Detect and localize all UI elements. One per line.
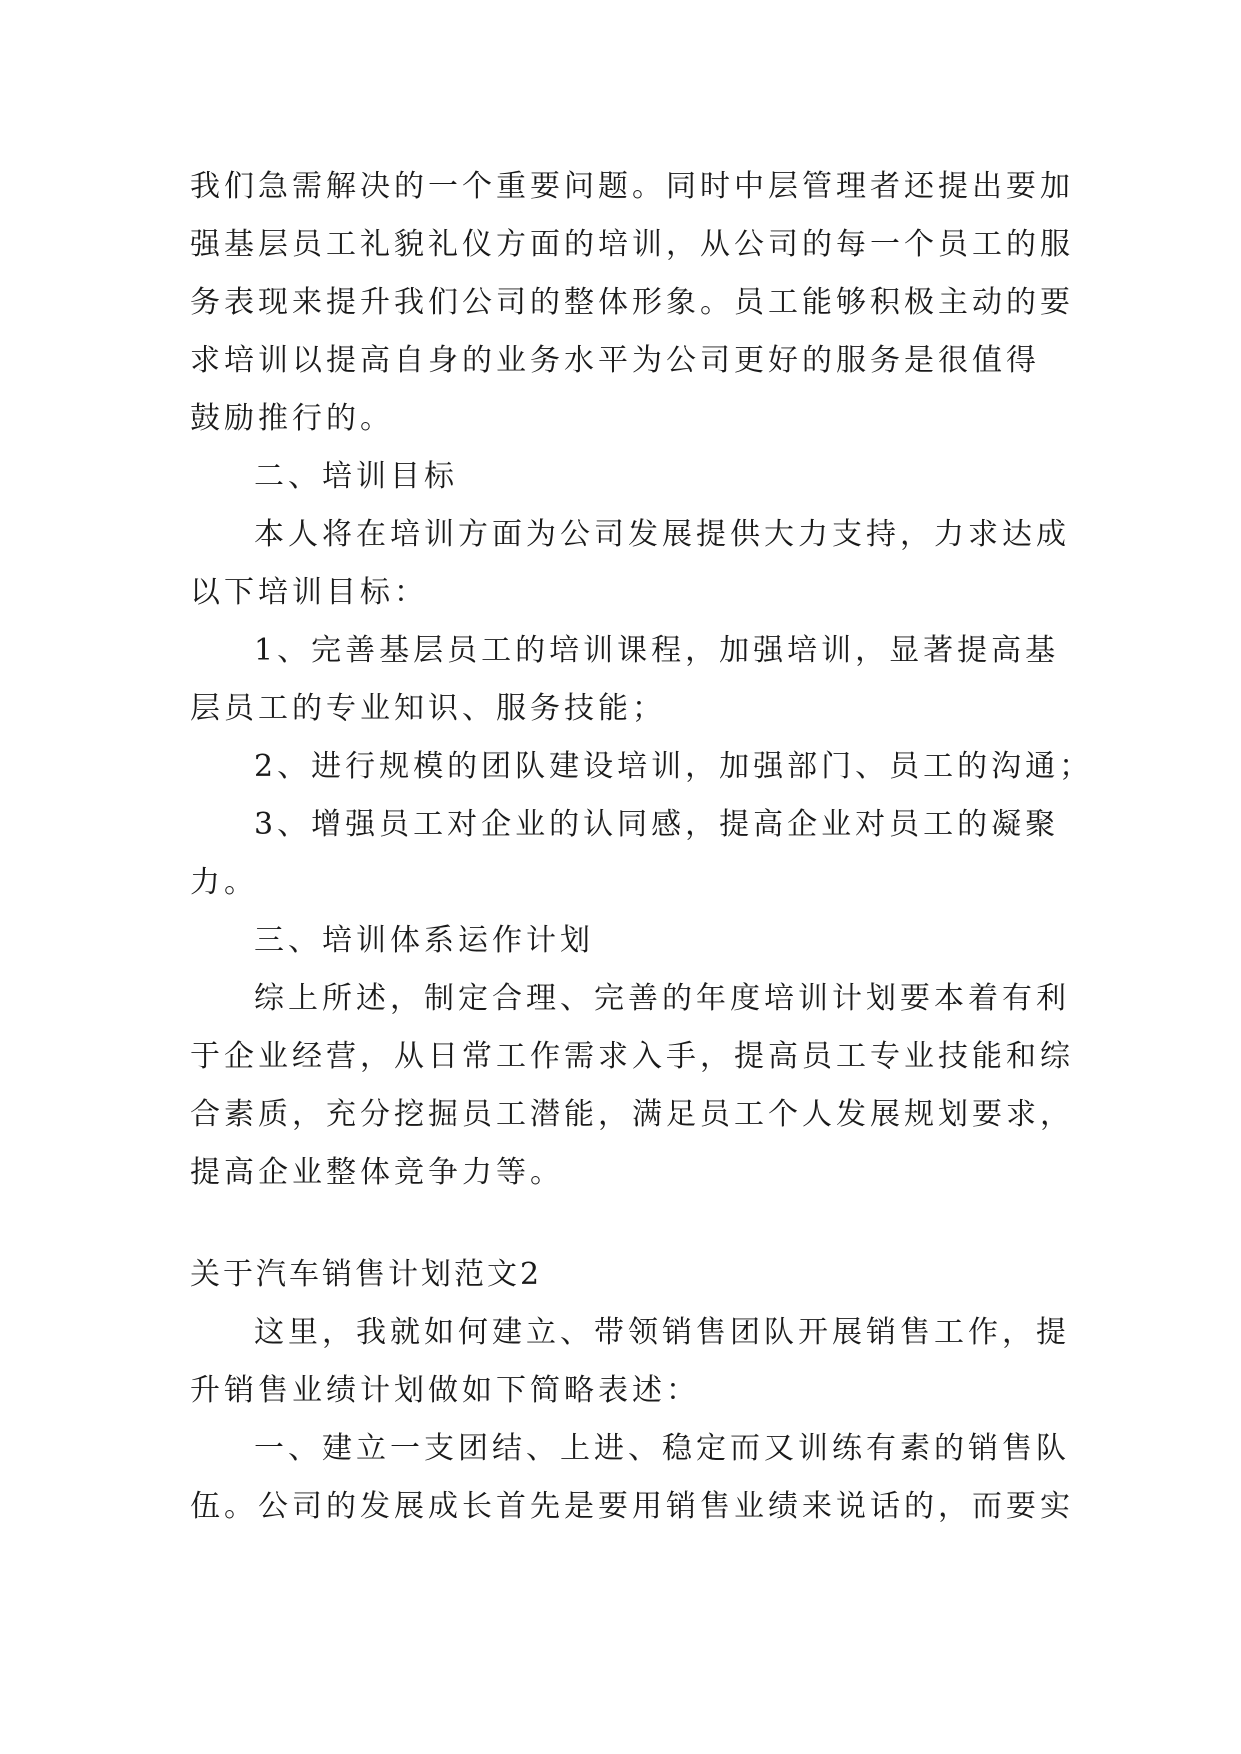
section-heading-training-plan: 三、培训体系运作计划	[254, 923, 594, 958]
paragraph-line: 一、建立一支团结、上进、稳定而又训练有素的销售队	[254, 1431, 1070, 1466]
paragraph-line: 升销售业绩计划做如下简略表述：	[190, 1373, 700, 1408]
paragraph-line: 提高企业整体竞争力等。	[190, 1155, 564, 1190]
paragraph-line: 综上所述，制定合理、完善的年度培训计划要本着有利	[254, 981, 1070, 1016]
list-item-goal-2: 2、进行规模的团队建设培训，加强部门、员工的沟通；	[254, 749, 1094, 784]
paragraph-line: 伍。公司的发展成长首先是要用销售业绩来说话的，而要实	[190, 1489, 1074, 1524]
paragraph-line: 鼓励推行的。	[190, 401, 394, 436]
paragraph-line: 于企业经营，从日常工作需求入手，提高员工专业技能和综	[190, 1039, 1074, 1074]
document-body	[190, 158, 1094, 1536]
paragraph-line: 强基层员工礼貌礼仪方面的培训，从公司的每一个员工的服	[190, 227, 1074, 262]
paragraph-line: 求培训以提高自身的业务水平为公司更好的服务是很值得	[190, 343, 1040, 378]
article-title: 关于汽车销售计划范文2	[190, 1257, 543, 1292]
paragraph-line: 本人将在培训方面为公司发展提供大力支持，力求达成	[254, 517, 1070, 552]
list-item-goal-1: 1、完善基层员工的培训课程，加强培训，显著提高基	[254, 633, 1060, 668]
list-item-goal-3-cont: 力。	[190, 865, 258, 900]
list-item-goal-1-cont: 层员工的专业知识、服务技能；	[190, 691, 666, 726]
section-heading-training-goals: 二、培训目标	[254, 459, 458, 494]
paragraph-line: 合素质，充分挖掘员工潜能，满足员工个人发展规划要求，	[190, 1097, 1074, 1132]
paragraph-line: 我们急需解决的一个重要问题。同时中层管理者还提出要加	[190, 169, 1074, 204]
paragraph-line: 以下培训目标：	[190, 575, 428, 610]
section-gap	[190, 1202, 1050, 1246]
paragraph-line: 这里，我就如何建立、带领销售团队开展销售工作，提	[254, 1315, 1070, 1350]
list-item-goal-3: 3、增强员工对企业的认同感，提高企业对员工的凝聚	[254, 807, 1060, 842]
paragraph-line: 务表现来提升我们公司的整体形象。员工能够积极主动的要	[190, 285, 1074, 320]
